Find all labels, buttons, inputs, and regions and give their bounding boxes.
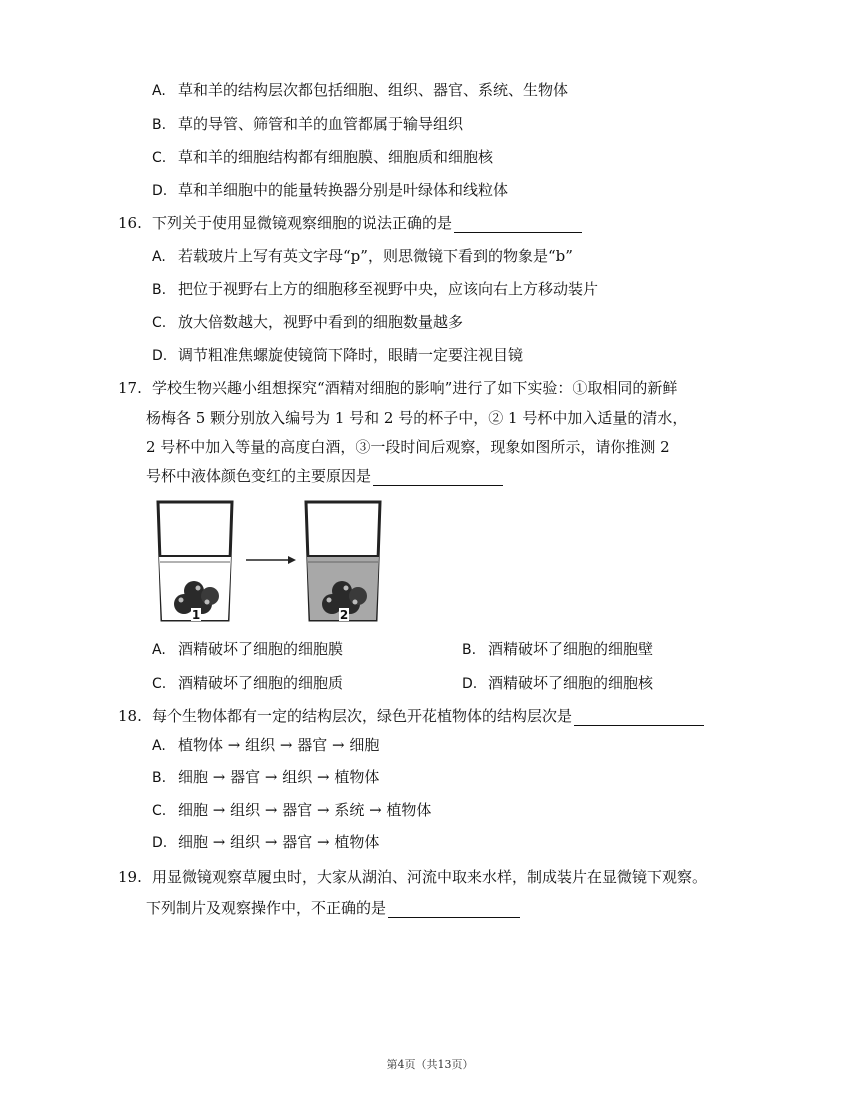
q15-option-b: B. 草的导管、筛管和羊的血管都属于输导组织 [152,115,464,133]
cup-1-label: 1 [191,608,201,622]
q15-option-d: D. 草和羊细胞中的能量转换器分别是叶绿体和线粒体 [152,181,509,199]
q18-number: 18. [118,707,142,725]
q16-option-d: D. 调节粗准焦螺旋使镜筒下降时，眼睛一定要注视目镜 [152,346,524,364]
q17-stem-line-3: 2 号杯中加入等量的高度白酒，③一段时间后观察，现象如图所示，请你推测 2 [146,438,670,456]
q16-stem: 下列关于使用显微镜观察细胞的说法正确的是 [152,213,582,233]
q16-option-a: A. 若载玻片上写有英文字母“p”，则思微镜下看到的物象是“b” [152,247,573,265]
arrow-icon [246,556,296,564]
q17-option-b: B. 酒精破坏了细胞的细胞壁 [462,640,654,658]
answer-blank[interactable] [454,216,582,233]
answer-blank[interactable] [373,469,503,486]
q15-option-c: C. 草和羊的细胞结构都有细胞膜、细胞质和细胞核 [152,148,494,166]
q17-option-d: D. 酒精破坏了细胞的细胞核 [462,674,654,692]
q16-option-c: C. 放大倍数越大，视野中看到的细胞数量越多 [152,313,464,331]
q18-option-d: D. 细胞 → 组织 → 器官 → 植物体 [152,833,380,851]
q17-stem-line-4: 号杯中液体颜色变红的主要原因是 [146,466,503,486]
answer-blank[interactable] [388,901,520,918]
q17-stem-line-1: 学校生物兴趣小组想探究“酒精对细胞的影响”进行了如下实验：①取相同的新鲜 [152,379,678,397]
q16-number: 16. [118,214,142,232]
answer-blank[interactable] [574,709,704,726]
cup-2-label: 2 [339,608,349,622]
q18-option-a: A. 植物体 → 组织 → 器官 → 细胞 [152,736,380,754]
q18-option-c: C. 细胞 → 组织 → 器官 → 系统 → 植物体 [152,801,432,819]
q19-stem-line-1: 用显微镜观察草履虫时，大家从湖泊、河流中取来水样，制成装片在显微镜下观察。 [152,868,708,886]
q17-option-a: A. 酒精破坏了细胞的细胞膜 [152,640,344,658]
cup-1 [158,502,232,622]
cup-2 [306,502,380,622]
q18-option-b: B. 细胞 → 器官 → 组织 → 植物体 [152,768,380,786]
q19-stem-line-2: 下列制片及观察操作中，不正确的是 [146,898,520,918]
q17-option-c: C. 酒精破坏了细胞的细胞质 [152,674,344,692]
q17-stem-line-2: 杨梅各 5 颗分别放入编号为 1 号和 2 号的杯子中，② 1 号杯中加入适量的清水， [146,409,688,427]
q19-number: 19. [118,868,142,886]
q15-option-a: A. 草和羊的结构层次都包括细胞、组织、器官、系统、生物体 [152,81,569,99]
q18-stem: 每个生物体都有一定的结构层次，绿色开花植物体的结构层次是 [152,706,704,726]
cups-figure [150,496,390,630]
q17-number: 17. [118,379,142,397]
q16-option-b: B. 把位于视野右上方的细胞移至视野中央，应该向右上方移动装片 [152,280,599,298]
page-footer: 第4页（共13页） [386,1058,474,1071]
